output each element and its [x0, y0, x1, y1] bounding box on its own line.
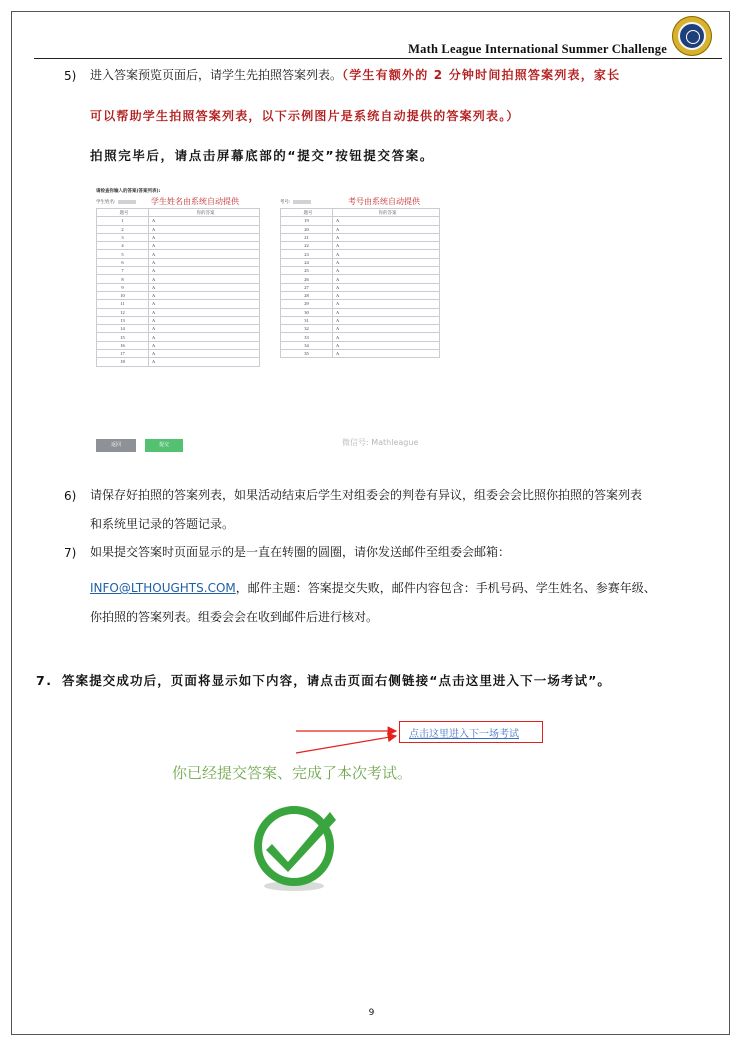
page-number: 9	[368, 1008, 375, 1018]
answer-value: A	[333, 250, 440, 258]
wechat-watermark: 微信号: Mathleague	[342, 438, 419, 447]
item-7-email-details: ，邮件主题：答案提交失败，邮件内容包含：手机号码、学生姓名、参赛年级、	[235, 581, 656, 595]
question-number: 12	[97, 308, 149, 316]
table-row	[281, 291, 440, 299]
item-5-submit-instruction: 拍照完毕后，请点击屏幕底部的“提交”按钮提交答案。	[90, 148, 434, 163]
answer-value: A	[149, 250, 260, 258]
exam-id-label: 考号:	[280, 199, 311, 205]
table-row	[281, 283, 440, 291]
answer-value: A	[333, 350, 440, 358]
question-number: 22	[281, 242, 333, 250]
question-number: 6	[97, 258, 149, 266]
table-row	[97, 225, 260, 233]
question-number: 28	[281, 291, 333, 299]
answer-value: A	[333, 233, 440, 241]
item-5-red-note-1: （学生有额外的 2 分钟时间拍照答案列表，家长	[342, 68, 621, 82]
question-number: 4	[97, 242, 149, 250]
question-number: 20	[281, 225, 333, 233]
table-row	[97, 275, 260, 283]
answer-value: A	[149, 225, 260, 233]
table-row	[281, 225, 440, 233]
table-row	[97, 325, 260, 333]
table-row	[281, 316, 440, 324]
answer-value: A	[333, 341, 440, 349]
question-number: 24	[281, 258, 333, 266]
answer-value: A	[149, 242, 260, 250]
next-exam-link[interactable]: 点击这里进入下一场考试	[409, 729, 519, 740]
item-5-number: 5)	[64, 69, 77, 83]
student-name-label: 学生姓名:	[96, 199, 136, 205]
question-number: 32	[281, 325, 333, 333]
table-row	[97, 358, 260, 366]
table-row	[281, 300, 440, 308]
table-row	[97, 233, 260, 241]
answer-table-right	[280, 208, 440, 358]
answer-value: A	[149, 275, 260, 283]
item-7-line-1: 如果提交答案时页面显示的是一直在转圈的圆圈，请你发送邮件至组委会邮箱：	[90, 545, 511, 559]
back-button[interactable]: 返回	[96, 439, 136, 452]
question-number: 14	[97, 325, 149, 333]
table-row	[281, 341, 440, 349]
screenshot-caption: 请检查你输入的答案(答案列表):	[96, 189, 161, 194]
next-exam-link-box[interactable]	[399, 721, 543, 743]
question-number: 29	[281, 300, 333, 308]
table-row	[97, 291, 260, 299]
question-number: 17	[97, 350, 149, 358]
question-number: 16	[97, 341, 149, 349]
item-5-intro: 进入答案预览页面后，请学生先拍照答案列表。	[90, 68, 343, 82]
answer-value: A	[333, 325, 440, 333]
question-number: 21	[281, 233, 333, 241]
col-question-header: 题号	[281, 209, 333, 217]
answer-value: A	[149, 291, 260, 299]
table-row	[97, 217, 260, 225]
question-number: 5	[97, 250, 149, 258]
table-row	[97, 300, 260, 308]
exam-completed-message: 你已经提交答案、完成了本次考试。	[172, 764, 413, 782]
answer-value: A	[149, 258, 260, 266]
question-number: 18	[97, 358, 149, 366]
question-number: 19	[281, 217, 333, 225]
question-number: 13	[97, 316, 149, 324]
table-row	[281, 308, 440, 316]
col-answer-header: 你的答案	[333, 209, 440, 217]
table-row	[281, 275, 440, 283]
answer-value: A	[333, 267, 440, 275]
table-row	[281, 258, 440, 266]
question-number: 34	[281, 341, 333, 349]
answer-value: A	[333, 258, 440, 266]
answer-value: A	[149, 358, 260, 366]
table-row	[97, 258, 260, 266]
answer-value: A	[149, 233, 260, 241]
league-logo	[672, 16, 712, 56]
col-question-header: 题号	[97, 209, 149, 217]
answer-value: A	[149, 300, 260, 308]
question-number: 15	[97, 333, 149, 341]
answer-value: A	[149, 325, 260, 333]
item-7-number: 7)	[64, 546, 77, 560]
table-row	[97, 333, 260, 341]
answer-value: A	[333, 275, 440, 283]
pointer-arrows	[290, 720, 406, 756]
item-6-number: 6)	[64, 489, 77, 503]
question-number: 2	[97, 225, 149, 233]
question-number: 3	[97, 233, 149, 241]
table-row	[97, 341, 260, 349]
table-row	[281, 350, 440, 358]
contact-email-link[interactable]: INFO@LTHOUGHTS.COM	[90, 581, 236, 595]
answer-value: A	[333, 291, 440, 299]
table-row	[281, 325, 440, 333]
answer-value: A	[333, 217, 440, 225]
answer-value: A	[149, 267, 260, 275]
table-row	[281, 250, 440, 258]
answer-value: A	[149, 308, 260, 316]
question-number: 25	[281, 267, 333, 275]
table-row	[97, 267, 260, 275]
col-answer-header: 你的答案	[149, 209, 260, 217]
section-7-text: 答案提交成功后，页面将显示如下内容，请点击页面右侧链接“点击这里进入下一场考试”。	[62, 673, 612, 688]
table-row	[281, 333, 440, 341]
question-number: 30	[281, 308, 333, 316]
question-number: 35	[281, 350, 333, 358]
submit-button[interactable]: 提交	[145, 439, 183, 452]
answer-value: A	[333, 242, 440, 250]
question-number: 33	[281, 333, 333, 341]
check-circle-icon	[250, 798, 340, 894]
question-number: 26	[281, 275, 333, 283]
question-number: 23	[281, 250, 333, 258]
answer-value: A	[333, 308, 440, 316]
answer-table-left	[96, 208, 260, 367]
header-title: Math League International Summer Challenge	[408, 42, 667, 56]
question-number: 8	[97, 275, 149, 283]
question-number: 11	[97, 300, 149, 308]
answer-value: A	[149, 283, 260, 291]
table-row	[281, 233, 440, 241]
answer-value: A	[149, 333, 260, 341]
answer-value: A	[149, 350, 260, 358]
table-row	[97, 350, 260, 358]
answer-value: A	[333, 316, 440, 324]
question-number: 9	[97, 283, 149, 291]
answer-value: A	[149, 217, 260, 225]
table-row	[97, 250, 260, 258]
question-number: 31	[281, 316, 333, 324]
table-row	[97, 242, 260, 250]
question-number: 1	[97, 217, 149, 225]
section-7-number: 7.	[36, 673, 53, 688]
answer-list-screenshot	[94, 186, 474, 460]
exam-id-note: 考号由系统自动提供	[348, 197, 420, 206]
question-number: 10	[97, 291, 149, 299]
item-5-text	[90, 65, 710, 85]
question-number: 27	[281, 283, 333, 291]
table-row	[281, 267, 440, 275]
table-row	[97, 308, 260, 316]
item-6-line-1: 请保存好拍照的答案列表，如果活动结束后学生对组委会的判卷有异议，组委会会比照你拍照的答案列表	[90, 488, 643, 502]
answer-value: A	[333, 283, 440, 291]
header-rule	[34, 58, 722, 59]
student-name-note: 学生姓名由系统自动提供	[151, 197, 239, 206]
answer-value: A	[333, 225, 440, 233]
answer-value: A	[149, 341, 260, 349]
item-7-line-2	[90, 578, 720, 598]
answer-value: A	[333, 333, 440, 341]
table-row	[281, 217, 440, 225]
table-row	[281, 242, 440, 250]
answer-value: A	[149, 316, 260, 324]
item-5-red-note-2: 可以帮助学生拍照答案列表，以下示例图片是系统自动提供的答案列表。）	[90, 109, 520, 123]
item-6-line-2: 和系统里记录的答题记录。	[90, 517, 235, 531]
answer-value: A	[333, 300, 440, 308]
table-row	[97, 283, 260, 291]
item-7-line-3: 你拍照的答案列表。组委会会在收到邮件后进行核对。	[90, 610, 379, 624]
question-number: 7	[97, 267, 149, 275]
table-row	[97, 316, 260, 324]
